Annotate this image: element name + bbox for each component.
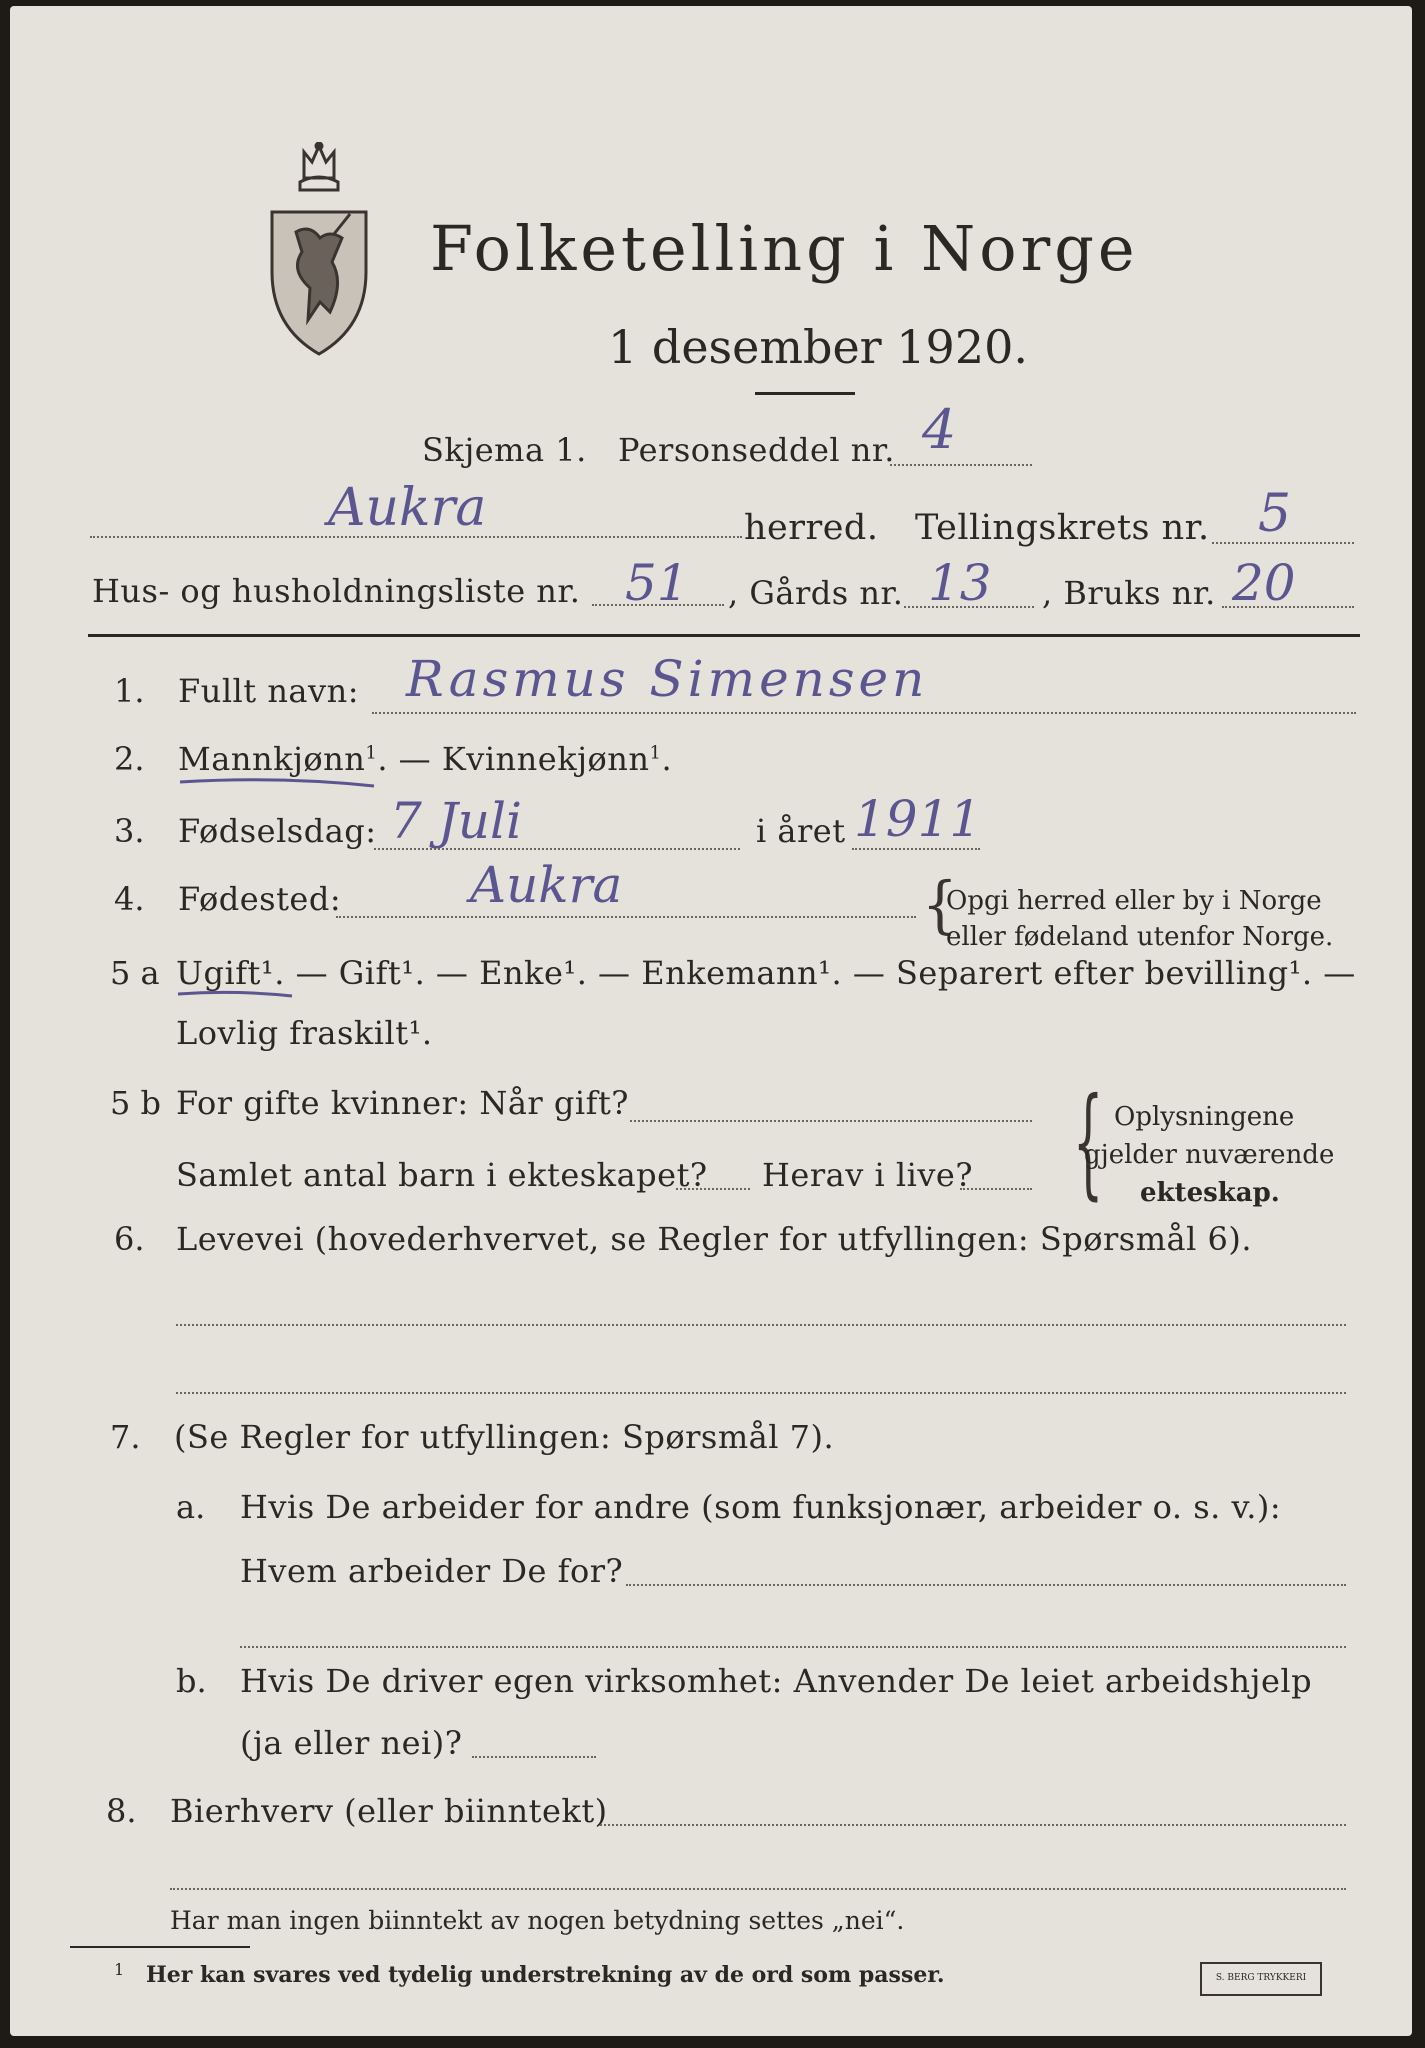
q7-label: (Se Regler for utfyllingen: Spørsmål 7). bbox=[174, 1418, 835, 1456]
female-option[interactable]: . — Kvinnekjønn bbox=[377, 740, 650, 778]
full-name-value: Rasmus Simensen bbox=[406, 650, 929, 708]
q4-label: Fødested: bbox=[178, 880, 342, 918]
q6-label: Levevei (hovederhvervet, se Regler for utfyllingen: Spørsmål 6). bbox=[176, 1220, 1253, 1258]
full-name-field[interactable] bbox=[372, 712, 1356, 714]
skjema-label: Skjema 1. bbox=[422, 431, 587, 469]
married-when-field[interactable] bbox=[630, 1120, 1032, 1122]
gender-end: . bbox=[661, 740, 673, 778]
birthplace-value: Aukra bbox=[470, 856, 623, 914]
title-divider bbox=[755, 392, 855, 395]
q1-label: Fullt navn: bbox=[178, 672, 359, 710]
no-income-note: Har man ingen biinntekt av nogen betydning settes „nei“. bbox=[170, 1906, 905, 1935]
footnote-rule bbox=[70, 1946, 250, 1948]
birth-year-label: i året bbox=[756, 812, 846, 850]
q8-number: 8. bbox=[106, 1792, 137, 1830]
q4-number: 4. bbox=[114, 880, 145, 918]
printer-stamp-text: S. BERG TRYKKERI bbox=[1215, 1973, 1307, 1983]
birthday-value: 7 Juli bbox=[390, 792, 522, 850]
employer-field-2[interactable] bbox=[240, 1646, 1346, 1648]
birthplace-field[interactable] bbox=[336, 916, 916, 918]
secondary-income-field-1[interactable] bbox=[600, 1824, 1346, 1826]
male-option[interactable]: Mannkjønn bbox=[178, 740, 366, 778]
marital-status-options[interactable]: Ugift¹. — Gift¹. — Enke¹. — Enkemann¹. — Separert efter bevilling¹. — bbox=[176, 954, 1356, 992]
husholdning-value: 51 bbox=[625, 554, 689, 612]
q7b-letter: b. bbox=[176, 1662, 207, 1700]
q6-number: 6. bbox=[114, 1220, 145, 1258]
printer-stamp bbox=[1200, 1962, 1322, 1996]
q7b-line1: Hvis De driver egen virksomhet: Anvender De leiet arbeidshjelp bbox=[240, 1662, 1313, 1700]
q8-label: Bierhverv (eller biinntekt) bbox=[170, 1792, 608, 1830]
marriage-note-line3: ekteskap. bbox=[1140, 1178, 1280, 1208]
marriage-note-line1: Oplysningene bbox=[1114, 1102, 1295, 1132]
occupation-field-2[interactable] bbox=[176, 1392, 1346, 1394]
q7b-line2: (ja eller nei)? bbox=[240, 1724, 463, 1762]
personseddel-value: 4 bbox=[922, 398, 957, 461]
q3-label: Fødselsdag: bbox=[178, 812, 377, 850]
unmarried-underline-mark bbox=[176, 986, 296, 1002]
marital-status-line2[interactable]: Lovlig fraskilt¹. bbox=[176, 1014, 433, 1052]
header-rule bbox=[88, 634, 1360, 637]
census-form-sheet bbox=[10, 6, 1412, 2036]
coat-of-arms-icon bbox=[260, 142, 378, 357]
hired-help-field[interactable] bbox=[472, 1756, 596, 1758]
marriage-note-line2: gjelder nuværende bbox=[1084, 1140, 1335, 1170]
birthplace-brace: { bbox=[922, 869, 958, 942]
employer-field-1[interactable] bbox=[626, 1584, 1346, 1586]
male-footnote-mark: 1 bbox=[365, 742, 378, 764]
q2-number: 2. bbox=[114, 740, 145, 778]
q7a-line1: Hvis De arbeider for andre (som funksjonær, arbeider o. s. v.): bbox=[240, 1488, 1282, 1526]
birthplace-note-line2: eller fødeland utenfor Norge. bbox=[946, 922, 1334, 952]
birth-year-value: 1911 bbox=[854, 790, 982, 848]
occupation-field-1[interactable] bbox=[176, 1324, 1346, 1326]
q5a-number: 5 a bbox=[110, 954, 160, 992]
footnote-text: Her kan svares ved tydelig understrekning av de ord som passer. bbox=[146, 1962, 945, 1988]
children-label: Samlet antal barn i ekteskapet? bbox=[176, 1156, 708, 1194]
footnote-number: 1 bbox=[114, 1960, 125, 1979]
tellingskrets-value: 5 bbox=[1258, 484, 1292, 544]
husholdning-label: Hus- og husholdningsliste nr. bbox=[92, 572, 581, 610]
form-title: Folketelling i Norge bbox=[430, 212, 1139, 285]
living-field[interactable] bbox=[960, 1188, 1032, 1190]
birthplace-note-line1: Opgi herred eller by i Norge bbox=[946, 886, 1322, 916]
male-underline-mark bbox=[178, 772, 378, 792]
census-date: 1 desember 1920. bbox=[608, 320, 1028, 374]
q7a-line2: Hvem arbeider De for? bbox=[240, 1552, 624, 1590]
q5b-number: 5 b bbox=[110, 1084, 162, 1122]
secondary-income-field-2[interactable] bbox=[170, 1888, 1346, 1890]
personseddel-field[interactable] bbox=[890, 464, 1032, 466]
birth-year-field[interactable] bbox=[852, 848, 980, 850]
gards-label: , Gårds nr. bbox=[728, 574, 904, 612]
q7-number: 7. bbox=[110, 1418, 141, 1456]
married-when-label: For gifte kvinner: Når gift? bbox=[176, 1084, 629, 1122]
q7a-letter: a. bbox=[176, 1488, 206, 1526]
marriage-brace: { bbox=[1072, 1073, 1104, 1212]
q3-number: 3. bbox=[114, 812, 145, 850]
female-footnote-mark: 1 bbox=[649, 742, 662, 764]
living-label: Herav i live? bbox=[762, 1156, 974, 1194]
children-field[interactable] bbox=[676, 1188, 750, 1190]
tellingskrets-label: Tellingskrets nr. bbox=[915, 508, 1210, 548]
herred-value: Aukra bbox=[328, 478, 487, 538]
bruks-value: 20 bbox=[1232, 554, 1296, 612]
personseddel-label: Personseddel nr. bbox=[618, 431, 895, 469]
gards-value: 13 bbox=[928, 554, 992, 612]
bruks-label: , Bruks nr. bbox=[1042, 574, 1216, 612]
herred-label: herred. bbox=[744, 508, 879, 548]
q1-number: 1. bbox=[114, 672, 145, 710]
